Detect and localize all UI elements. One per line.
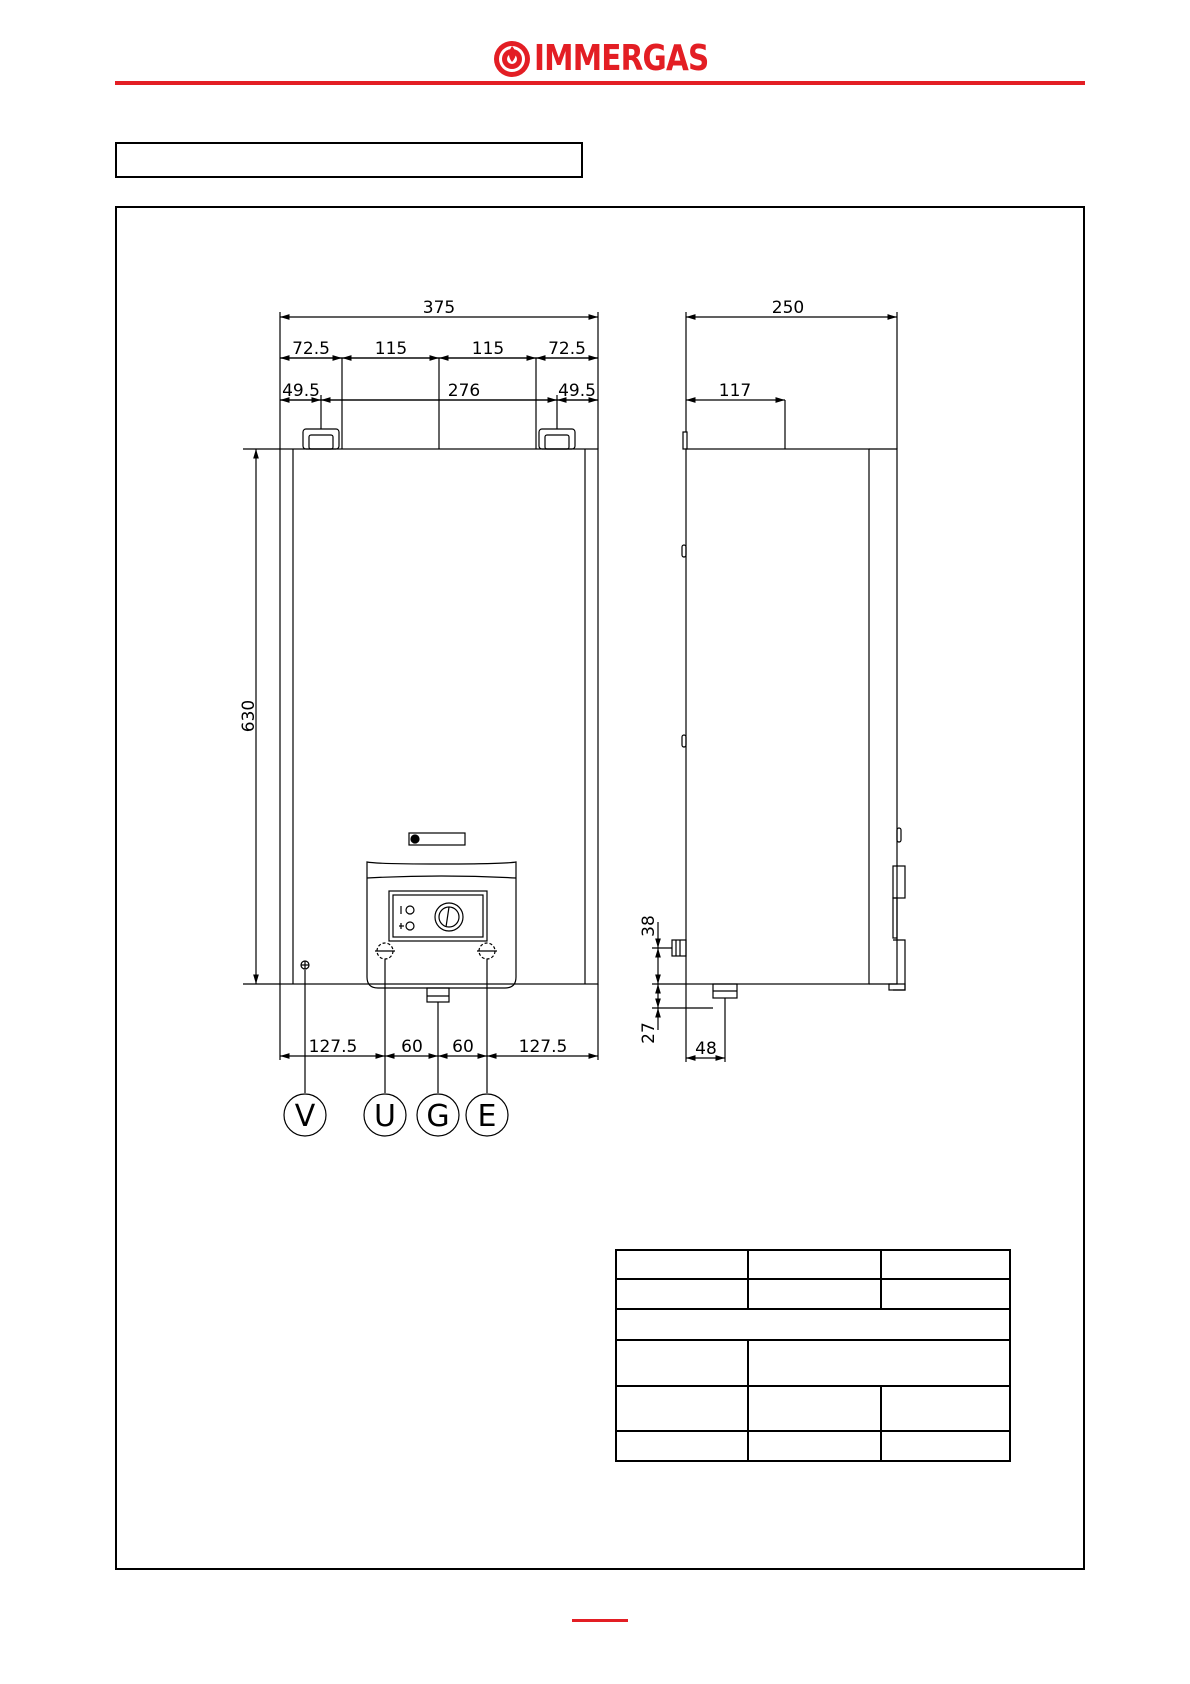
table-cell bbox=[748, 1340, 1010, 1386]
table-cell bbox=[616, 1386, 748, 1431]
dim-left-margin: 72.5 bbox=[292, 339, 330, 359]
control-panel bbox=[367, 862, 516, 1002]
dim-right-margin: 72.5 bbox=[548, 339, 586, 359]
table-cell bbox=[881, 1250, 1010, 1279]
table-cell bbox=[616, 1340, 748, 1386]
table-row bbox=[616, 1309, 1010, 1340]
table-row bbox=[616, 1250, 1010, 1279]
table-cell bbox=[748, 1386, 881, 1431]
table-row bbox=[616, 1431, 1010, 1461]
dim-gas-offset: 48 bbox=[695, 1039, 717, 1059]
dim-bottom-left: 127.5 bbox=[308, 1037, 358, 1057]
dim-gas-height: 27 bbox=[639, 1022, 659, 1044]
dim-bracket-left: 49.5 bbox=[282, 381, 320, 401]
table-cell bbox=[748, 1279, 881, 1309]
dim-overall-depth: 250 bbox=[771, 298, 805, 318]
side-top-dimensions bbox=[686, 312, 897, 449]
dim-overall-width: 375 bbox=[422, 298, 456, 318]
connection-g-label: G bbox=[426, 1099, 450, 1134]
dim-bottom-mid-left: 60 bbox=[401, 1037, 423, 1057]
table-cell bbox=[881, 1431, 1010, 1461]
connection-v-label: V bbox=[294, 1099, 316, 1134]
page-number-rule bbox=[572, 1619, 628, 1622]
connection-u-label: U bbox=[374, 1099, 396, 1134]
table-cell bbox=[748, 1431, 881, 1461]
connection-e-label: E bbox=[477, 1099, 497, 1134]
table-cell bbox=[616, 1309, 1010, 1340]
dim-outlet-height: 38 bbox=[639, 915, 659, 937]
side-view-body bbox=[672, 432, 905, 998]
dim-bracket-offset: 117 bbox=[718, 381, 752, 401]
front-bottom-dimensions bbox=[280, 959, 598, 1093]
dim-bracket-right: 49.5 bbox=[558, 381, 596, 401]
front-view-body bbox=[280, 429, 598, 984]
dim-inner-right: 115 bbox=[471, 339, 505, 359]
dim-inner-left: 115 bbox=[374, 339, 408, 359]
table-row bbox=[616, 1340, 1010, 1386]
brand-plate-icon bbox=[411, 835, 419, 843]
dim-bracket-span: 276 bbox=[447, 381, 481, 401]
dim-height: 630 bbox=[239, 699, 259, 733]
table-cell bbox=[616, 1279, 748, 1309]
dim-bottom-mid-right: 60 bbox=[452, 1037, 474, 1057]
table-cell bbox=[616, 1431, 748, 1461]
table-cell bbox=[748, 1250, 881, 1279]
table-cell bbox=[881, 1279, 1010, 1309]
table-row bbox=[616, 1279, 1010, 1309]
connection-table bbox=[615, 1249, 1011, 1462]
table-cell bbox=[881, 1386, 1010, 1431]
table-cell bbox=[616, 1250, 748, 1279]
brand-name: IMMERGAS bbox=[534, 38, 709, 79]
table-row bbox=[616, 1386, 1010, 1431]
dim-bottom-right: 127.5 bbox=[518, 1037, 568, 1057]
